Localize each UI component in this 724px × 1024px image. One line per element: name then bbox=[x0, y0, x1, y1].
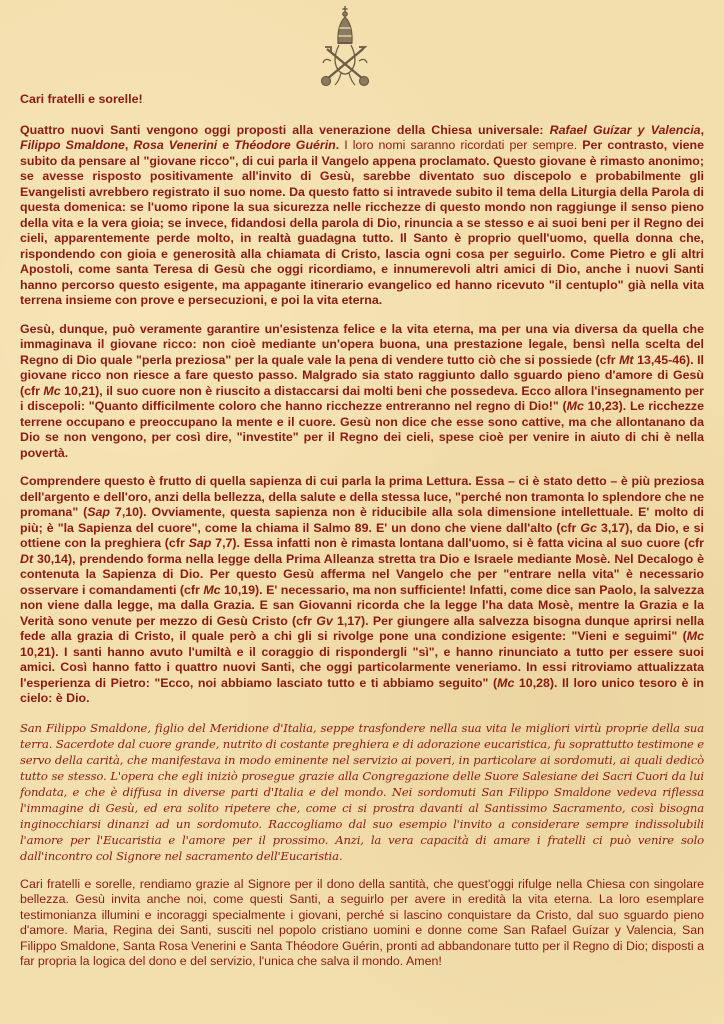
saint-name: Théodore Guérin bbox=[234, 138, 336, 152]
bible-reference: Sap bbox=[188, 536, 212, 550]
p3-text: 1,17). Per giungere alla salvezza bisogna dunque aprirsi nella fede alla grazia di Cristo, il quale però a chi gli si rivolge pone una condizione esigente: "Vieni e seguimi" ( bbox=[20, 613, 704, 643]
bible-reference: Mc bbox=[43, 383, 61, 398]
paragraph-3 bbox=[20, 474, 704, 707]
bible-reference: Mc bbox=[497, 675, 515, 690]
paragraph-2 bbox=[20, 322, 704, 462]
p3-text: 7,10). Ovviamente, questa sapienza non è riducibile alla sola dimensione intellettuale. E' molto di più; è "la Sapienza del cuore", come la chiama il Salmo 89. E' un dono che viene dall'alto (cfr bbox=[20, 505, 704, 535]
paragraph-1 bbox=[20, 123, 704, 309]
p2-text: Gesù, dunque, può veramente garantire un'esistenza felice e la vita eterna, ma per una via diversa da quella che immaginava il giovane ricco: non cioè mediante un'opera buona, una prestazione legale, bensì nella scelta del Regno di Dio quale "perla preziosa" per la quale vale la pena di vendere tutto ciò che si possiede (cfr bbox=[20, 321, 704, 367]
bible-reference: Gc bbox=[580, 520, 597, 535]
bible-reference: Gv bbox=[316, 613, 333, 628]
paragraph-5-closing: Cari fratelli e sorelle, rendiamo grazie al Signore per il dono della santità, che quest'oggi rifulge nella Chiesa con singolare bellezza. Gesù invita anche noi, come questi Santi, a seguirlo per avere in eredità la vita eterna. La loro esemplare testimonianza illumini e incoraggi specialmente i giovani, perché si lascino conquistare da Cristo, dal suo sguardo pieno d'amore. Maria, Regina dei Santi, susciti nel popolo cristiano uomini e donne come San Rafael Guízar y Valencia, San Filippo Smaldone, Santa Rosa Venerini e Santa Théodore Guérin, pronti ad abbandonare tutto per il Regno di Dio; disposti a far propria la logica del dono e del servizio, l'unica che salva il mondo. Amen! bbox=[20, 876, 704, 968]
p3-text: 10,21). I santi hanno avuto l'umiltà e il coraggio di rispondergli "sì", e hanno rinunciato a tutto per essere suoi amici. Così hanno fatto i quattro nuovi Santi, che oggi particolarmente veneriamo. In essi ritroviamo attualizzata l'esperienza di Pietro: "Ecco, noi abbiamo lasciato tutto e ti abbiamo seguito" ( bbox=[20, 644, 704, 690]
p1-separator: . bbox=[335, 138, 345, 152]
p3-text: Comprendere questo è frutto di quella sapienza di cui parla la prima Lettura. Essa – ci è stato detto – è più preziosa dell'argento e dell'oro, anzi della bellezza, della salute e della stessa luce, "perché non tramonta lo splendore che ne promana" ( bbox=[20, 474, 704, 519]
p4-body: , figlio del Meridione d'Italia, seppe trasfondere nella sua vita le migliori virtù proprie della sua terra. Sacerdote dal cuore grande, nutrito di costante preghiera e di adorazione eucaristica, fu soprattutto testimone e servo della carità, che manifestava in modo eminente nel servizio ai poveri, in particolare ai sordomuti, ai quali dedicò tutto se stesso. L'opera che egli iniziò prosegue grazie alla Congregazione delle Suore Salesiane dei Sacri Cuori da lui fondata, e che è diffusa in diverse parti d'Italia e del mondo. Nei sordomuti San Filippo Smaldone vedeva riflessa l'immagine di Gesù, ed era solito ripetere che, come ci si prostra davanti al Santissimo Sacramento, così bisogna inginocchiarsi dinanzi ad un sordomuto. Raccogliamo dal suo esempio l'invito a considerare sempre indissolubili l'amore per l'Eucaristia e l'amore per il prossimo. Anzi, la vera capacità di amare i fratelli ci può venire solo dall'incontro col Signore nel sacramento dell'Eucaristia. bbox=[20, 720, 704, 863]
paragraph-4-smaldone bbox=[20, 720, 704, 864]
saint-name: Filippo Smaldone bbox=[20, 138, 125, 152]
bible-reference: Mc bbox=[686, 629, 704, 643]
p1-separator: e bbox=[217, 138, 235, 152]
p3-text: 7,7). Essa infatti non è rimasta lontana dall'uomo, si è fatta vicina al suo cuore (cfr bbox=[211, 536, 704, 550]
bible-reference: Mc bbox=[203, 582, 221, 597]
saint-name: Rosa Venerini bbox=[133, 138, 218, 152]
bible-reference: Sap bbox=[87, 505, 110, 519]
saint-name: San Filippo Smaldone bbox=[20, 720, 148, 735]
p3-text: 3,17), da Dio, e si ottiene con la preghiera (cfr bbox=[20, 520, 705, 550]
bible-reference: Mt bbox=[619, 352, 634, 367]
bible-reference: Dt bbox=[20, 551, 34, 566]
homily-text bbox=[20, 92, 704, 983]
papal-coat-of-arms-icon bbox=[319, 3, 371, 89]
greeting: Cari fratelli e sorelle! bbox=[20, 92, 143, 106]
p3-text: 30,14), prendendo forma nella legge della Prima Alleanza stretta tra Dio e Israele mediante Mosè. Nel Decalogo è contenuta la Sapienza di Dio. Per questo Gesù afferma nel Vangelo che per "entrare nella vita" è necessario osservare i comandamenti (cfr bbox=[20, 551, 704, 597]
saint-name: Rafael Guízar y Valencia bbox=[549, 122, 701, 137]
p1-separator: , bbox=[124, 138, 134, 152]
p3-text: 10,19). E' necessario, ma non sufficiente! Infatti, come dice san Paolo, la salvezza non viene dalla legge, ma dalla Grazia. E san Giovanni ricorda che la legge l'ha data Mosè, mentre la Grazia e la Verità sono venute per mezzo di Gesù Cristo (cfr bbox=[20, 582, 704, 628]
bible-reference: Mc bbox=[566, 399, 584, 413]
p2-text: 10,23). Le ricchezze terrene occupano e preoccupano la mente e il cuore. Gesù non dice che esse sono cattive, ma che allontanano da Dio se non vengono, per così dire, "investite" per il Regno dei cieli, spese cioè per venire in aiuto di chi è nella povertà. bbox=[20, 399, 704, 460]
p2-text: 13,45-46). Il giovane ricco non riesce a fare questo passo. Malgrado sia stato raggiunto dallo sguardo pieno d'amore di Gesù (cfr bbox=[20, 352, 704, 398]
p2-text: 10,21), il suo cuore non è riuscito a distaccarsi dai molti beni che possedeva. Ecco allora l'insegnamento per i discepoli: "Quanto difficilmente coloro che hanno ricchezze entreranno nel regno di Dio!" ( bbox=[20, 383, 704, 413]
p1-names-note: I loro nomi saranno ricordati per sempre. bbox=[344, 138, 578, 152]
p1-body: Per contrasto, viene subito da pensare al "giovane ricco", di cui parla il Vangelo appena proclamato. Questo giovane è rimasto anonimo; se avesse risposto positivamente all'invito di Gesù, sarebbe diventato suo discepolo e probabilmente gli Evangelisti avrebbero registrato il suo nome. Da questo fatto si intravede subito il tema della Liturgia della Parola di questa domenica: se l'uomo ripone la sua sicurezza nelle ricchezze di questo mondo non raggiunge il senso pieno della vita e la vera gioia; se invece, fidandosi della parola di Dio, rinuncia a se stesso e ai suoi beni per il Regno dei cieli, apparentemente perde molto, in realtà guadagna tutto. Il Santo è proprio quell'uomo, quella donna che, rispondendo con gioia e generosità alla chiamata di Cristo, lascia ogni cosa per seguirlo. Come Pietro e gli altri Apostoli, come santa Teresa di Gesù che oggi ricordiamo, e innumerevoli altri amici di Dio, anche i nuovi Santi hanno percorso questo esigente, ma appagante itinerario evangelico ed hanno ricevuto "il centuplo" già nella vita terrena insieme con prove e persecuzioni, e poi la vita eterna. bbox=[20, 138, 705, 307]
p1-intro: Quattro nuovi Santi vengono oggi proposti alla venerazione della Chiesa universale: bbox=[20, 122, 550, 137]
p3-text: 10,28). Il loro unico tesoro è in cielo: è Dio. bbox=[20, 675, 705, 705]
p1-separator: , bbox=[700, 122, 705, 137]
